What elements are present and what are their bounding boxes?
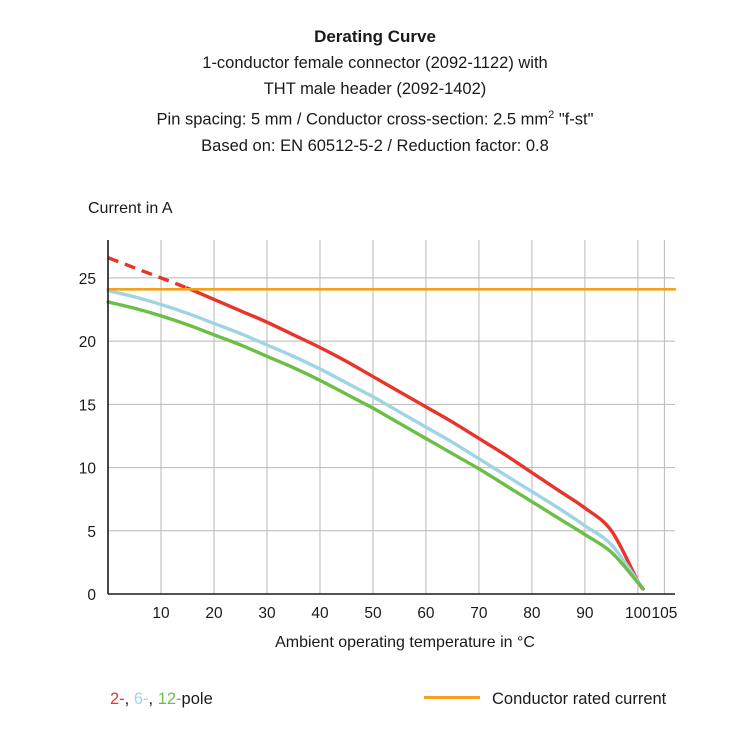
legend-rated-current <box>424 690 666 709</box>
legend-6-pole: 6- <box>133 690 149 708</box>
page-title: Derating Curve <box>314 27 436 46</box>
x-tick-label: 105 <box>651 605 678 622</box>
x-tick-label: 60 <box>417 605 435 622</box>
x-tick-label: 100 <box>624 605 651 622</box>
x-tick-label: 40 <box>311 605 329 622</box>
title-line-4: Based on: EN 60512-5-2 / Reduction factor: 0.8 <box>201 136 549 155</box>
title-line-1: 1-conductor female connector (2092-1122) with <box>202 54 548 72</box>
title-line-3-text: Pin spacing: 5 mm / Conductor cross-section: 2.5 mm <box>156 110 549 129</box>
legend-12-pole: 12- <box>157 690 182 708</box>
x-tick-label: 50 <box>364 605 382 622</box>
legend-line-swatch-icon <box>424 696 480 699</box>
series-line-dashed <box>108 258 187 288</box>
y-tick-label: 25 <box>78 270 96 288</box>
y-tick-label: 5 <box>87 523 96 541</box>
legend-poles-suffix: pole <box>181 690 213 708</box>
title-line-3-tail: "f-st" <box>554 110 594 129</box>
series-line <box>187 288 643 589</box>
legend-2-pole: 2- <box>110 690 125 708</box>
x-tick-label: 80 <box>523 605 541 622</box>
title-line-2: THT male header (2092-1402) <box>263 80 487 98</box>
x-tick-label: 70 <box>470 605 488 622</box>
title-line-3-sup: 2 <box>548 109 555 121</box>
chart-legend <box>0 690 750 730</box>
x-tick-label: 20 <box>205 605 223 622</box>
x-axis-label: Ambient operating temperature in °C <box>275 634 535 651</box>
legend-rated-label: Conductor rated current <box>492 690 667 708</box>
y-axis-label: Current in A <box>88 200 173 217</box>
x-tick-label: 90 <box>576 605 594 622</box>
y-tick-label: 0 <box>87 587 96 604</box>
x-tick-label: 10 <box>152 605 170 622</box>
y-tick-label: 10 <box>78 460 96 478</box>
series-line <box>108 291 643 589</box>
series-line <box>108 302 643 589</box>
x-tick-label: 30 <box>258 605 276 622</box>
y-tick-label: 15 <box>78 397 96 415</box>
legend-poles <box>110 690 213 709</box>
y-tick-label: 20 <box>78 334 96 352</box>
legend-sep-2: , <box>148 690 158 708</box>
legend-sep-1: , <box>124 690 134 708</box>
